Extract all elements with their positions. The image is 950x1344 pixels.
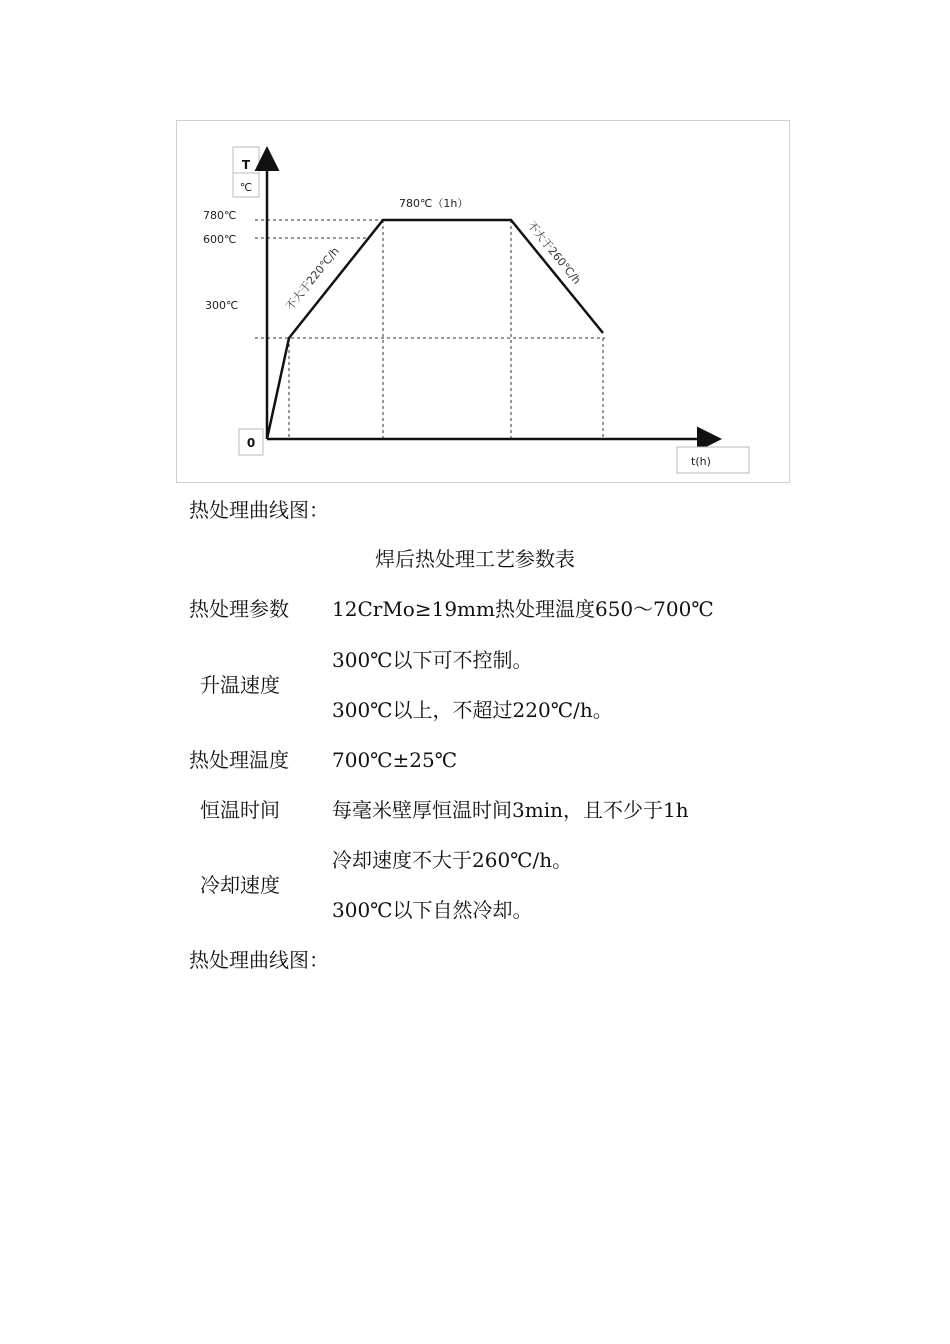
hold-label: 780℃（1h） xyxy=(399,197,469,210)
cooling-rate-label: 不大于260℃/h xyxy=(524,218,584,287)
y-axis-symbol: T xyxy=(241,158,251,172)
y-tick-780: 780℃ xyxy=(203,209,237,222)
row-label-parameters: 热处理参数 xyxy=(189,597,289,621)
row-value-temperature: 700℃±25℃ xyxy=(332,748,458,772)
heating-rate-label: 不大于220℃/h xyxy=(283,244,342,313)
heat-treatment-curve-figure xyxy=(176,120,790,483)
row-value-heating-rate-2: 300℃以上，不超过220℃/h。 xyxy=(332,698,613,722)
y-axis-unit: ℃ xyxy=(239,181,253,194)
row-label-hold-time: 恒温时间 xyxy=(200,798,280,822)
x-axis-label-box xyxy=(677,447,749,473)
row-value-hold-time: 每毫米壁厚恒温时间3min，且不少于1h xyxy=(332,798,689,822)
row-value-parameters: 12CrMo≥19mm热处理温度650～700℃ xyxy=(332,597,714,621)
row-label-heating-rate: 升温速度 xyxy=(200,673,280,697)
origin-label: 0 xyxy=(246,436,256,450)
y-tick-600: 600℃ xyxy=(203,233,237,246)
row-label-temperature: 热处理温度 xyxy=(189,748,289,772)
row-value-cooling-rate-2: 300℃以下自然冷却。 xyxy=(332,898,533,922)
x-axis-label: t(h) xyxy=(691,455,711,468)
heat-treatment-curve-svg xyxy=(177,121,791,484)
figure-caption-top: 热处理曲线图： xyxy=(189,498,329,522)
y-tick-300: 300℃ xyxy=(205,299,239,312)
table-title: 焊后热处理工艺参数表 xyxy=(375,547,575,571)
row-value-cooling-rate-1: 冷却速度不大于260℃/h。 xyxy=(332,848,573,872)
figure-caption-bottom: 热处理曲线图： xyxy=(189,948,329,972)
row-label-cooling-rate: 冷却速度 xyxy=(200,873,280,897)
row-value-heating-rate-1: 300℃以下可不控制。 xyxy=(332,648,533,672)
